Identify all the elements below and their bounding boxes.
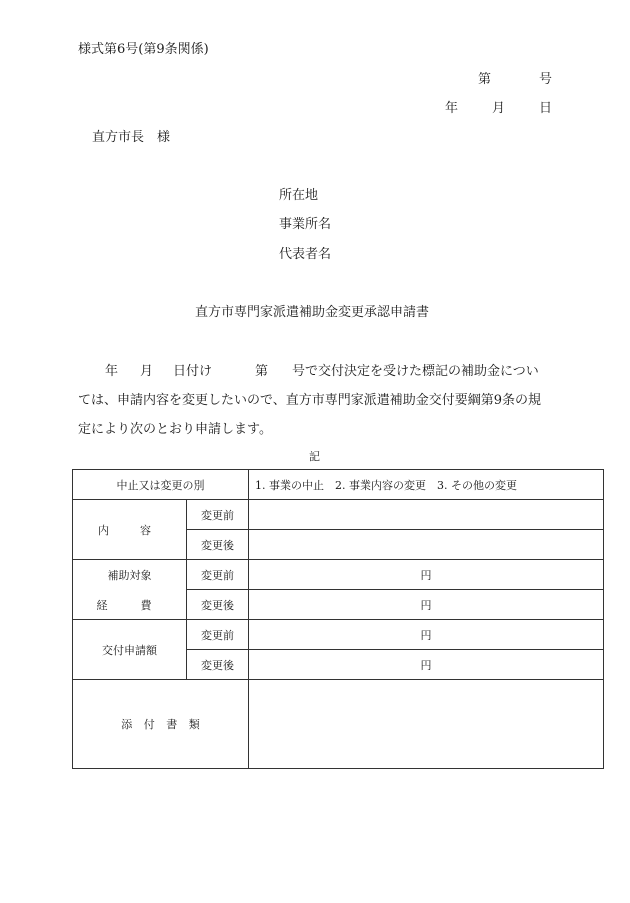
content-before-value[interactable] <box>249 500 604 530</box>
expense-label-line2: 経 費 <box>96 598 163 612</box>
content-after-label: 変更後 <box>187 530 249 560</box>
amount-label: 交付申請額 <box>73 620 187 680</box>
attachments-row <box>73 680 604 769</box>
expense-before-label: 変更前 <box>187 560 249 590</box>
business-name-label: 事業所名 <box>279 217 332 232</box>
number-dai: 第 <box>478 72 492 87</box>
expense-after-label: 変更後 <box>187 590 249 620</box>
yen-unit: 円 <box>420 568 432 582</box>
amount-after-label: 変更後 <box>187 650 249 680</box>
representative-label: 代表者名 <box>279 247 332 262</box>
content-after-value[interactable] <box>249 530 604 560</box>
body-line1-rest: 号で交付決定を受けた標記の補助金につい <box>292 364 539 379</box>
body-line3: 定により次のとおり申請します。 <box>78 422 272 437</box>
expense-label <box>73 560 187 620</box>
attachments-label: 添 付 書 類 <box>73 680 249 769</box>
amount-after-value[interactable] <box>249 650 604 680</box>
yen-unit: 円 <box>420 658 432 672</box>
application-table <box>72 469 604 769</box>
ki-heading: 記 <box>309 450 320 463</box>
attachments-value[interactable] <box>249 680 604 769</box>
amount-before-label: 変更前 <box>187 620 249 650</box>
body-dai: 第 <box>255 364 269 379</box>
expense-before-value[interactable] <box>249 560 604 590</box>
type-label: 中止又は変更の別 <box>73 470 249 500</box>
yen-unit: 円 <box>420 628 432 642</box>
amount-before-value[interactable] <box>249 620 604 650</box>
number-go: 号 <box>539 72 553 87</box>
date-day: 日 <box>539 101 553 116</box>
type-row <box>73 470 604 500</box>
body-dated: 日付け <box>173 364 213 379</box>
form-number: 様式第6号(第9条関係) <box>78 42 209 57</box>
document-title: 直方市専門家派遣補助金変更承認申請書 <box>195 305 430 320</box>
body-line2: ては、申請内容を変更したいので、直方市専門家派遣補助金交付要綱第9条の規 <box>78 393 542 408</box>
amount-before-row <box>73 620 604 650</box>
address-label: 所在地 <box>279 188 319 203</box>
yen-unit: 円 <box>420 598 432 612</box>
content-before-label: 変更前 <box>187 500 249 530</box>
expense-after-value[interactable] <box>249 590 604 620</box>
type-options[interactable]: 1. 事業の中止 2. 事業内容の変更 3. その他の変更 <box>249 470 604 500</box>
body-month: 月 <box>140 364 154 379</box>
expense-before-row <box>73 560 604 590</box>
body-year: 年 <box>105 364 119 379</box>
date-month: 月 <box>492 101 506 116</box>
content-label: 内 容 <box>73 500 187 560</box>
expense-label-line1: 補助対象 <box>107 568 152 582</box>
date-year: 年 <box>445 101 459 116</box>
content-before-row <box>73 500 604 530</box>
addressee: 直方市長 様 <box>92 130 171 145</box>
